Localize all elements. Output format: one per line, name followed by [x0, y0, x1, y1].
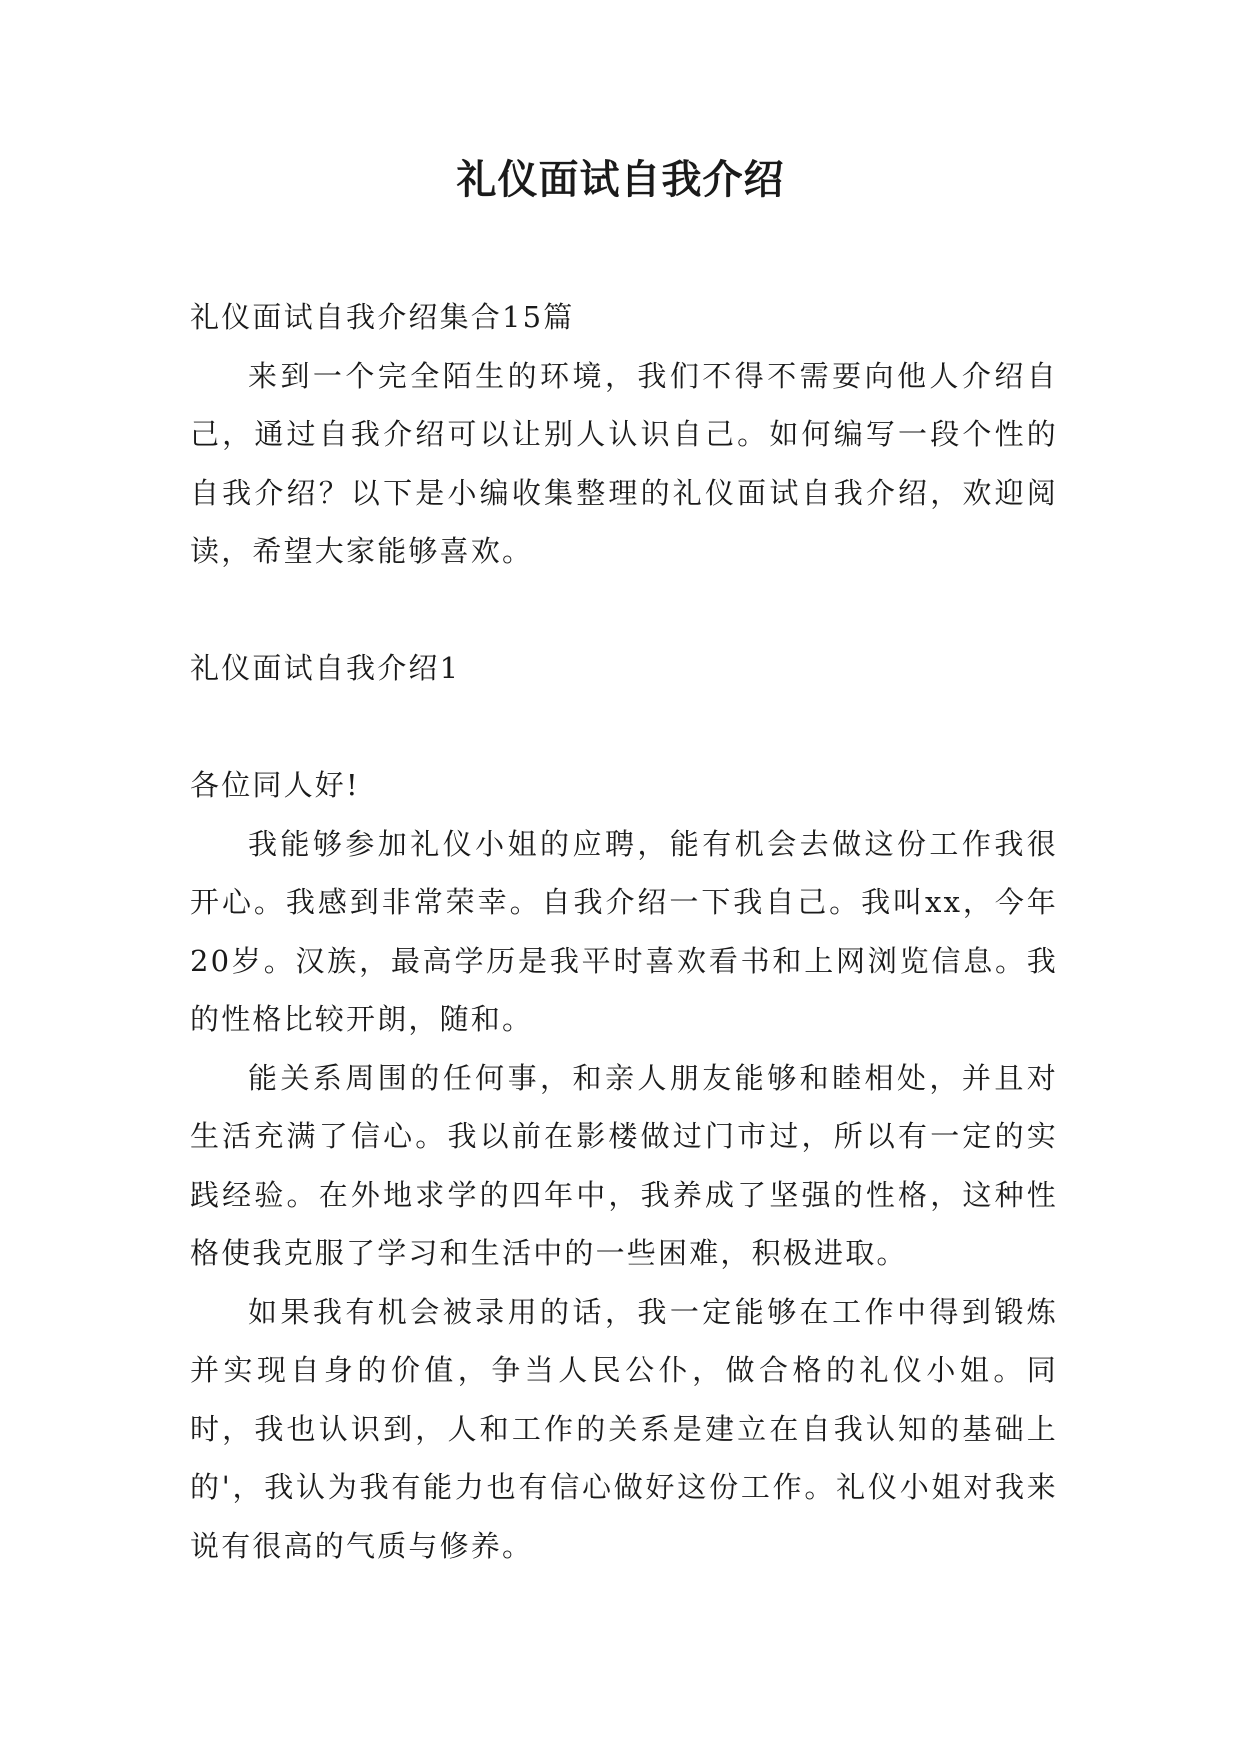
greeting: 各位同人好! [190, 768, 360, 802]
section-heading: 礼仪面试自我介绍1 [190, 651, 461, 685]
collection-heading: 礼仪面试自我介绍集合15篇 [190, 300, 575, 334]
intro-paragraph: 来到一个完全陌生的环境，我们不得不需要向他人介绍自己，通过自我介绍可以让别人认识自己。如何编写一段个性的自我介绍？以下是小编收集整理的礼仪面试自我介绍，欢迎阅读，希望大家能够喜欢。 [190, 358, 1058, 568]
section-spacer [190, 581, 1058, 640]
body-paragraph: 我能够参加礼仪小姐的应聘，能有机会去做这份工作我很开心。我感到非常荣幸。自我介绍一下我自己。我叫xx，今年20岁。汉族，最高学历是我平时喜欢看书和上网浏览信息。我的性格比较开朗，随和。 [190, 826, 1058, 1036]
body-paragraph: 如果我有机会被录用的话，我一定能够在工作中得到锻炼并实现自身的价值，争当人民公仆，做合格的礼仪小姐。同时，我也认识到，人和工作的关系是建立在自我认知的基础上的'，我认为我有能力也有信心做好这份工作。礼仪小姐对我来说有很高的气质与修养。 [190, 1294, 1058, 1563]
document-body [190, 288, 1058, 1575]
document-title: 礼仪面试自我介绍 [456, 157, 785, 203]
body-paragraph: 能关系周围的任何事，和亲人朋友能够和睦相处，并且对生活充满了信心。我以前在影楼做过门市过，所以有一定的实践经验。在外地求学的四年中，我养成了坚强的性格，这种性格使我克服了学习和生活中的一些困难，积极进取。 [190, 1060, 1058, 1270]
section-spacer [190, 698, 1058, 757]
